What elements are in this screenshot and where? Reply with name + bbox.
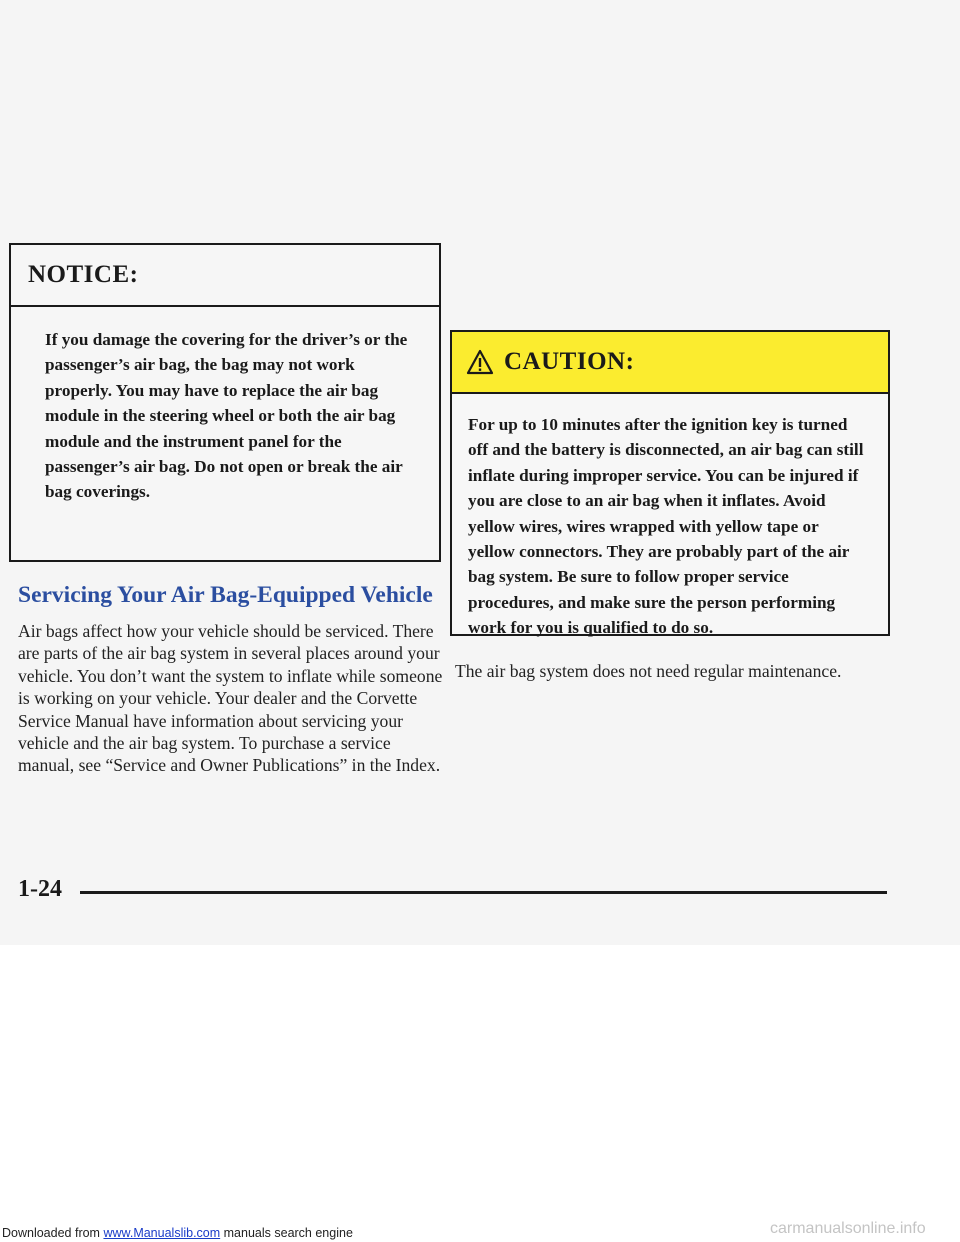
download-watermark bbox=[2, 1226, 353, 1240]
caution-box bbox=[450, 330, 890, 636]
notice-box bbox=[9, 243, 441, 562]
maintenance-text: The air bag system does not need regular maintenance. bbox=[455, 661, 842, 681]
notice-header bbox=[11, 245, 439, 307]
page-number: 1-24 bbox=[18, 876, 62, 902]
manualslib-link[interactable]: www.Manualslib.com bbox=[103, 1226, 221, 1240]
notice-title: NOTICE: bbox=[28, 261, 139, 288]
section-body: Air bags affect how your vehicle should be serviced. There are parts of the air bag system in several places around your vehicle. You don’t want the system to inflate while someone is working on your vehicle. Your dealer and the Corvette Service Manual have information about servicing your vehicle and the air bag system. To purchase a service manual, see “Service and Owner Publications” in the Index. bbox=[18, 621, 443, 776]
section-heading: Servicing Your Air Bag-Equipped Vehicle bbox=[18, 582, 433, 608]
watermark-prefix: Downloaded from bbox=[2, 1226, 104, 1240]
footer-rule bbox=[80, 891, 887, 894]
watermark-suffix: manuals search engine bbox=[220, 1226, 353, 1240]
carmanualsonline-watermark: carmanualsonline.info bbox=[770, 1220, 926, 1237]
notice-body: If you damage the covering for the driver’s or the passenger’s air bag, the bag may not work properly. You may have to replace the air bag module in the steering wheel or both the air bag module and the instrument panel for the passenger’s air bag. Do not open or break the air bag coverings. bbox=[45, 330, 408, 502]
caution-header bbox=[452, 332, 888, 394]
caution-body: For up to 10 minutes after the ignition key is turned off and the battery is disconnected, an air bag can still inflate during improper service. You can be injured if you are close to an air bag when it inflates. Avoid yellow wires, wires wrapped with yellow tape or yellow connectors. They are probably part of the air bag system. Be sure to follow proper service procedures, and make sure the person performing work for you is qualified to do so. bbox=[468, 415, 864, 638]
warning-triangle-icon bbox=[466, 349, 494, 375]
caution-title: CAUTION: bbox=[504, 348, 635, 375]
